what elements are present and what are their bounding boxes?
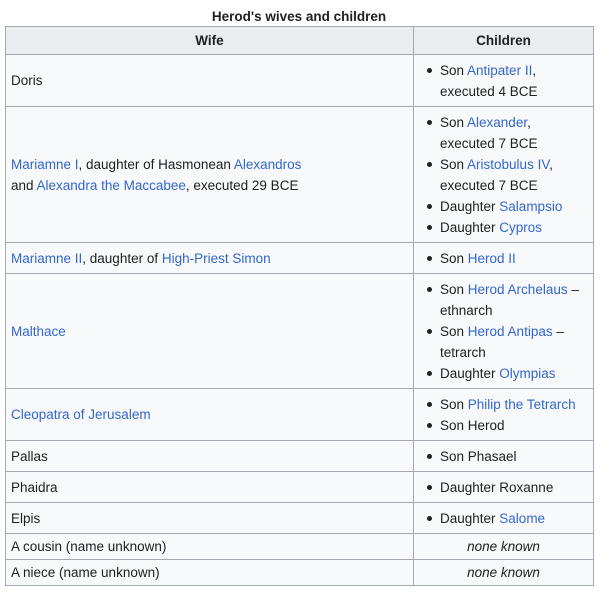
wife-cell (6, 472, 414, 503)
header-children: Children (414, 27, 594, 55)
bullet-icon (427, 68, 432, 73)
header-wife: Wife (6, 27, 414, 55)
header-row (6, 27, 594, 55)
children-cell (414, 389, 594, 441)
wiki-link[interactable]: Herod II (467, 250, 516, 266)
wife-cell (6, 560, 414, 586)
wiki-link[interactable]: Malthace (11, 323, 66, 339)
children-cell (414, 472, 594, 503)
wives-children-table-wrapper (5, 8, 593, 586)
table-body (6, 55, 594, 586)
text-segment: – tetrarch (440, 323, 564, 360)
wiki-link[interactable]: Antipater II (467, 62, 533, 78)
text-segment: Son (440, 250, 468, 266)
table-row (6, 55, 594, 107)
text-segment: – ethnarch (440, 281, 579, 318)
bullet-icon (427, 256, 432, 261)
wife-cell (6, 274, 414, 389)
wives-children-table (5, 26, 594, 586)
children-cell (414, 441, 594, 472)
children-list (420, 279, 588, 384)
bullet-icon (427, 225, 432, 230)
children-list (420, 394, 588, 436)
table-caption: Herod's wives and children (211, 9, 387, 24)
children-cell (414, 243, 594, 274)
text-segment: , executed 7 BCE (440, 156, 553, 193)
text-segment: A niece (name unknown) (11, 565, 160, 580)
wiki-link[interactable]: Olympias (499, 365, 556, 381)
list-item (440, 508, 588, 529)
text-segment: Daughter (440, 510, 500, 526)
list-item (440, 217, 588, 238)
children-cell (414, 503, 594, 534)
text-segment: Daughter (440, 198, 500, 214)
list-item (440, 248, 588, 269)
table-row (6, 107, 594, 243)
text-segment: A cousin (name unknown) (11, 539, 167, 554)
list-item (440, 279, 588, 321)
children-cell (414, 274, 594, 389)
children-none-cell: none known (414, 534, 594, 560)
wiki-link[interactable]: High-Priest Simon (161, 250, 271, 266)
bullet-icon (427, 454, 432, 459)
bullet-icon (427, 423, 432, 428)
wife-cell (6, 107, 414, 243)
text-segment: , executed 29 BCE (185, 177, 299, 193)
children-list (420, 477, 588, 498)
text-segment: Daughter Roxanne (440, 479, 554, 495)
wiki-link[interactable]: Herod Archelaus (467, 281, 568, 297)
wife-cell (6, 441, 414, 472)
list-item (440, 112, 588, 154)
list-item (440, 154, 588, 196)
bullet-icon (427, 485, 432, 490)
bullet-icon (427, 516, 432, 521)
wiki-link[interactable]: Aristobulus IV (467, 156, 550, 172)
list-item (440, 394, 588, 415)
text-segment: Son (440, 156, 468, 172)
table-row (6, 503, 594, 534)
wiki-link[interactable]: Herod Antipas (467, 323, 553, 339)
bullet-icon (427, 287, 432, 292)
bullet-icon (427, 162, 432, 167)
table-row (6, 534, 594, 560)
bullet-icon (427, 204, 432, 209)
wiki-link[interactable]: Alexandros (233, 156, 302, 172)
wife-cell (6, 389, 414, 441)
list-item (440, 446, 588, 467)
wiki-link[interactable]: Mariamne II (11, 250, 83, 266)
list-item (440, 196, 588, 217)
list-item (440, 363, 588, 384)
wiki-link[interactable]: Cleopatra of Jerusalem (11, 407, 151, 422)
text-segment: , executed 7 BCE (440, 114, 538, 151)
text-segment: Son Herod (440, 417, 505, 433)
text-segment: and (11, 177, 37, 193)
wife-cell (6, 55, 414, 107)
list-item (440, 321, 588, 363)
bullet-icon (427, 402, 432, 407)
text-segment: Pallas (11, 448, 48, 464)
text-segment: Son Phasael (440, 448, 517, 464)
list-item (440, 60, 588, 102)
text-segment: Doris (11, 73, 43, 88)
text-segment: Son (440, 114, 468, 130)
table-row (6, 243, 594, 274)
text-segment: Son (440, 323, 468, 339)
table-row (6, 389, 594, 441)
children-none-cell: none known (414, 560, 594, 586)
wiki-link[interactable]: Alexandra the Maccabee (36, 177, 186, 193)
bullet-icon (427, 120, 432, 125)
text-segment: Son (440, 281, 468, 297)
wiki-link[interactable]: Salampsio (499, 198, 563, 214)
table-row (6, 560, 594, 586)
children-list (420, 248, 588, 269)
wife-cell (6, 503, 414, 534)
children-list (420, 112, 588, 238)
text-segment: , executed 4 BCE (440, 62, 538, 99)
text-segment: Daughter (440, 219, 500, 235)
children-list (420, 446, 588, 467)
wiki-link[interactable]: Philip the Tetrarch (467, 396, 576, 412)
wife-cell (6, 243, 414, 274)
table-row (6, 472, 594, 503)
list-item (440, 477, 588, 498)
bullet-icon (427, 329, 432, 334)
children-list (420, 60, 588, 102)
wife-cell (6, 534, 414, 560)
wiki-link[interactable]: Alexander (467, 114, 528, 130)
wiki-link[interactable]: Cypros (499, 219, 543, 235)
children-cell (414, 55, 594, 107)
text-segment: Phaidra (11, 479, 58, 495)
wiki-link[interactable]: Mariamne I (11, 156, 79, 172)
text-segment: , daughter of Hasmonean (78, 156, 234, 172)
children-list (420, 508, 588, 529)
bullet-icon (427, 371, 432, 376)
text-segment: , daughter of (82, 250, 162, 266)
children-cell (414, 107, 594, 243)
text-segment: Son (440, 62, 468, 78)
table-row (6, 441, 594, 472)
wiki-link[interactable]: Salome (499, 510, 546, 526)
text-segment: Elpis (11, 510, 41, 526)
table-row (6, 274, 594, 389)
text-segment: Daughter (440, 365, 500, 381)
text-segment: Son (440, 396, 468, 412)
list-item (440, 415, 588, 436)
